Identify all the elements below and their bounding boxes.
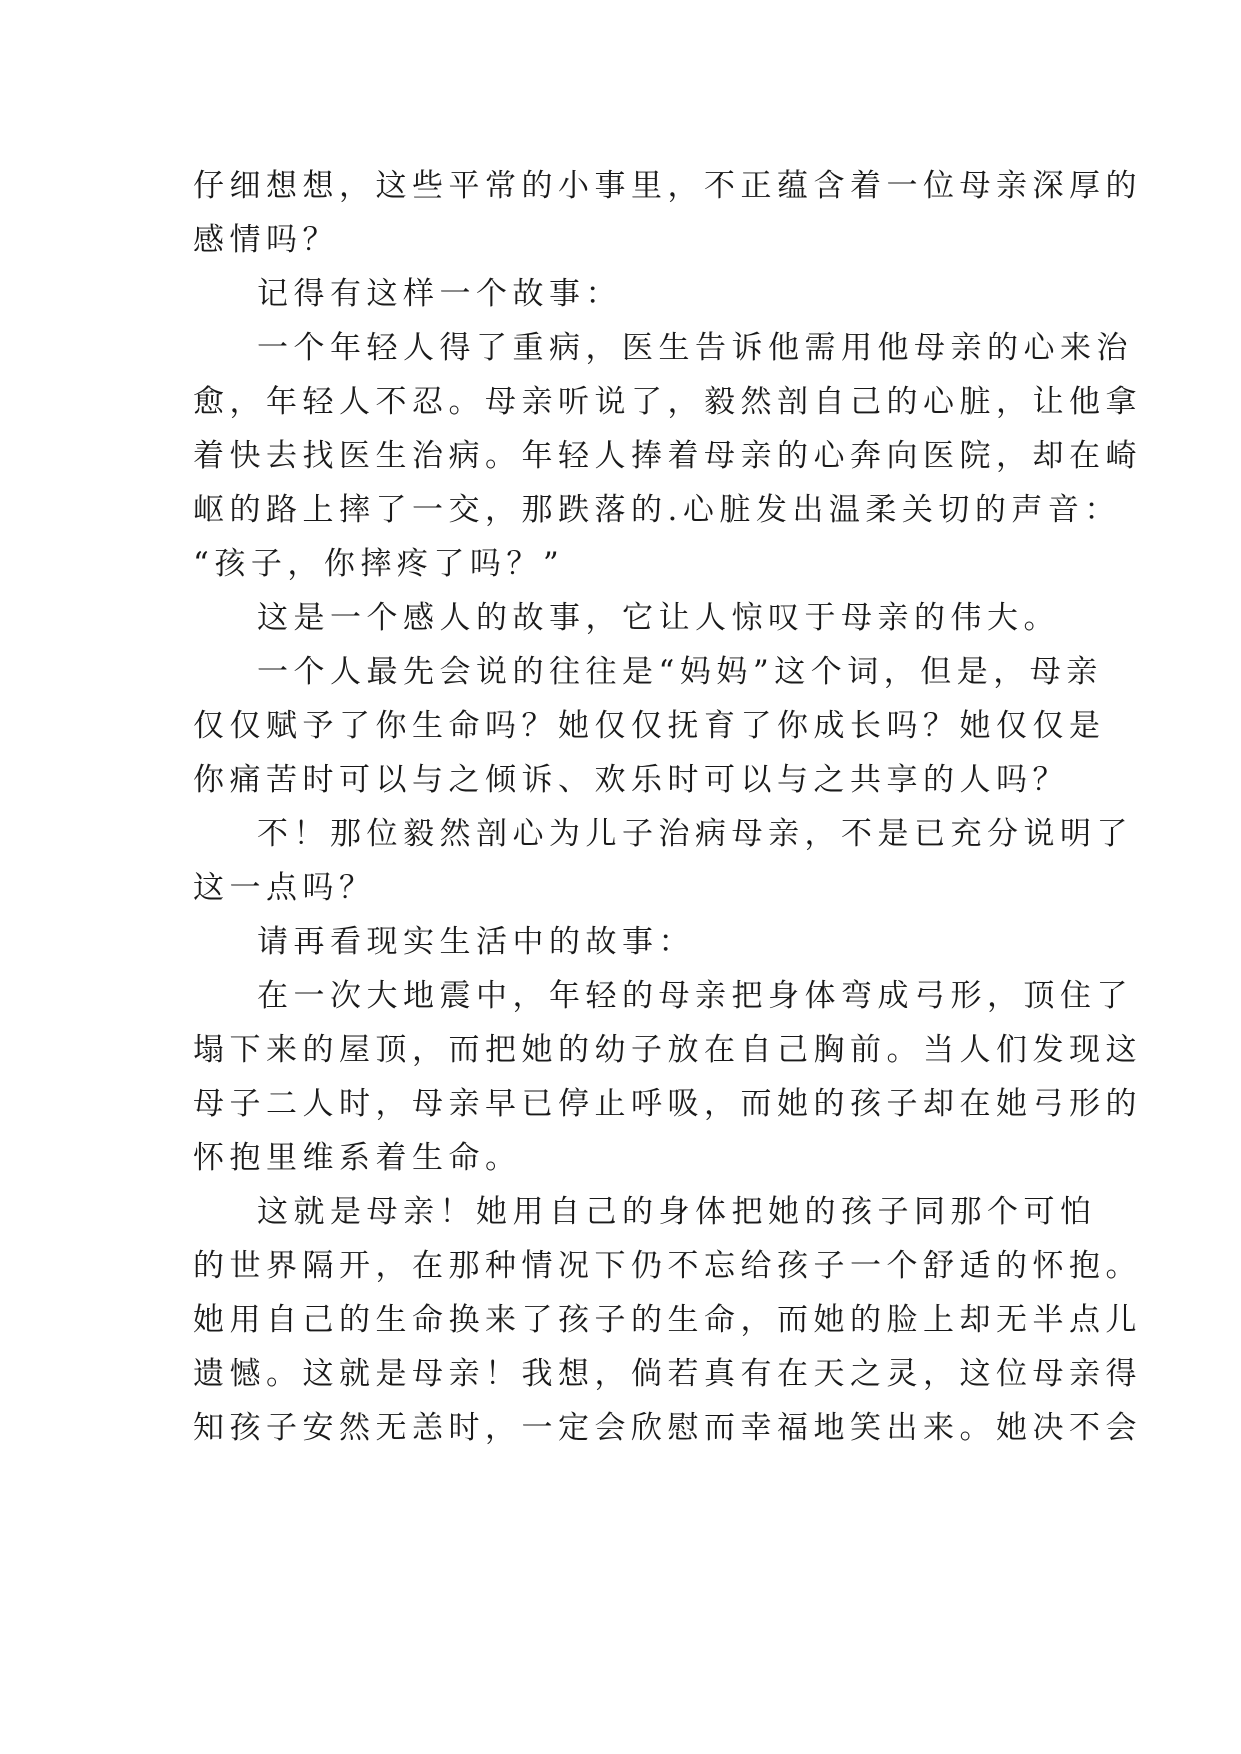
text-line: 的世界隔开，在那种情况下仍不忘给孩子一个舒适的怀抱。: [193, 1248, 1142, 1284]
text-line: 愈，年轻人不忍。母亲听说了，毅然剖自己的心脏，让他拿: [193, 384, 1142, 420]
paragraph-start: 一个人最先会说的往往是“妈妈”这个词，但是，母亲: [257, 654, 1103, 690]
paragraph-start: 不！那位毅然剖心为儿子治病母亲，不是已充分说明了: [257, 816, 1133, 852]
text-line: 塌下来的屋顶，而把她的幼子放在自己胸前。当人们发现这: [193, 1032, 1142, 1068]
text-line: 仅仅赋予了你生命吗？她仅仅抚育了你成长吗？她仅仅是: [193, 708, 1106, 744]
text-line: 遗憾。这就是母亲！我想，倘若真有在天之灵，这位母亲得: [193, 1356, 1142, 1392]
text-line: 你痛苦时可以与之倾诉、欢乐时可以与之共享的人吗？: [193, 762, 1069, 798]
text-line: “孩子，你摔疼了吗？”: [193, 546, 565, 582]
text-line: 着快去找医生治病。年轻人捧着母亲的心奔向医院，却在崎: [193, 438, 1142, 474]
text-line: 感情吗？: [193, 222, 339, 258]
text-line: 这一点吗？: [193, 870, 376, 906]
text-line: 岖的路上摔了一交，那跌落的.心脏发出温柔关切的声音：: [193, 492, 1121, 528]
paragraph-start: 请再看现实生活中的故事：: [257, 924, 695, 960]
text-line: 母子二人时，母亲早已停止呼吸，而她的孩子却在她弓形的: [193, 1086, 1142, 1122]
paragraph-start: 记得有这样一个故事：: [257, 276, 622, 312]
paragraph-start: 这就是母亲！她用自己的身体把她的孩子同那个可怕: [257, 1194, 1097, 1230]
text-line: 她用自己的生命换来了孩子的生命，而她的脸上却无半点儿: [193, 1302, 1142, 1338]
text-line: 知孩子安然无恙时，一定会欣慰而幸福地笑出来。她决不会: [193, 1410, 1142, 1446]
paragraph-start: 在一次大地震中，年轻的母亲把身体弯成弓形，顶住了: [257, 978, 1133, 1014]
text-line: 怀抱里维系着生命。: [193, 1140, 522, 1176]
paragraph-start: 这是一个感人的故事，它让人惊叹于母亲的伟大。: [257, 600, 1060, 636]
paragraph-start: 一个年轻人得了重病，医生告诉他需用他母亲的心来治: [257, 330, 1133, 366]
text-line: 仔细想想，这些平常的小事里，不正蕴含着一位母亲深厚的: [193, 168, 1142, 204]
